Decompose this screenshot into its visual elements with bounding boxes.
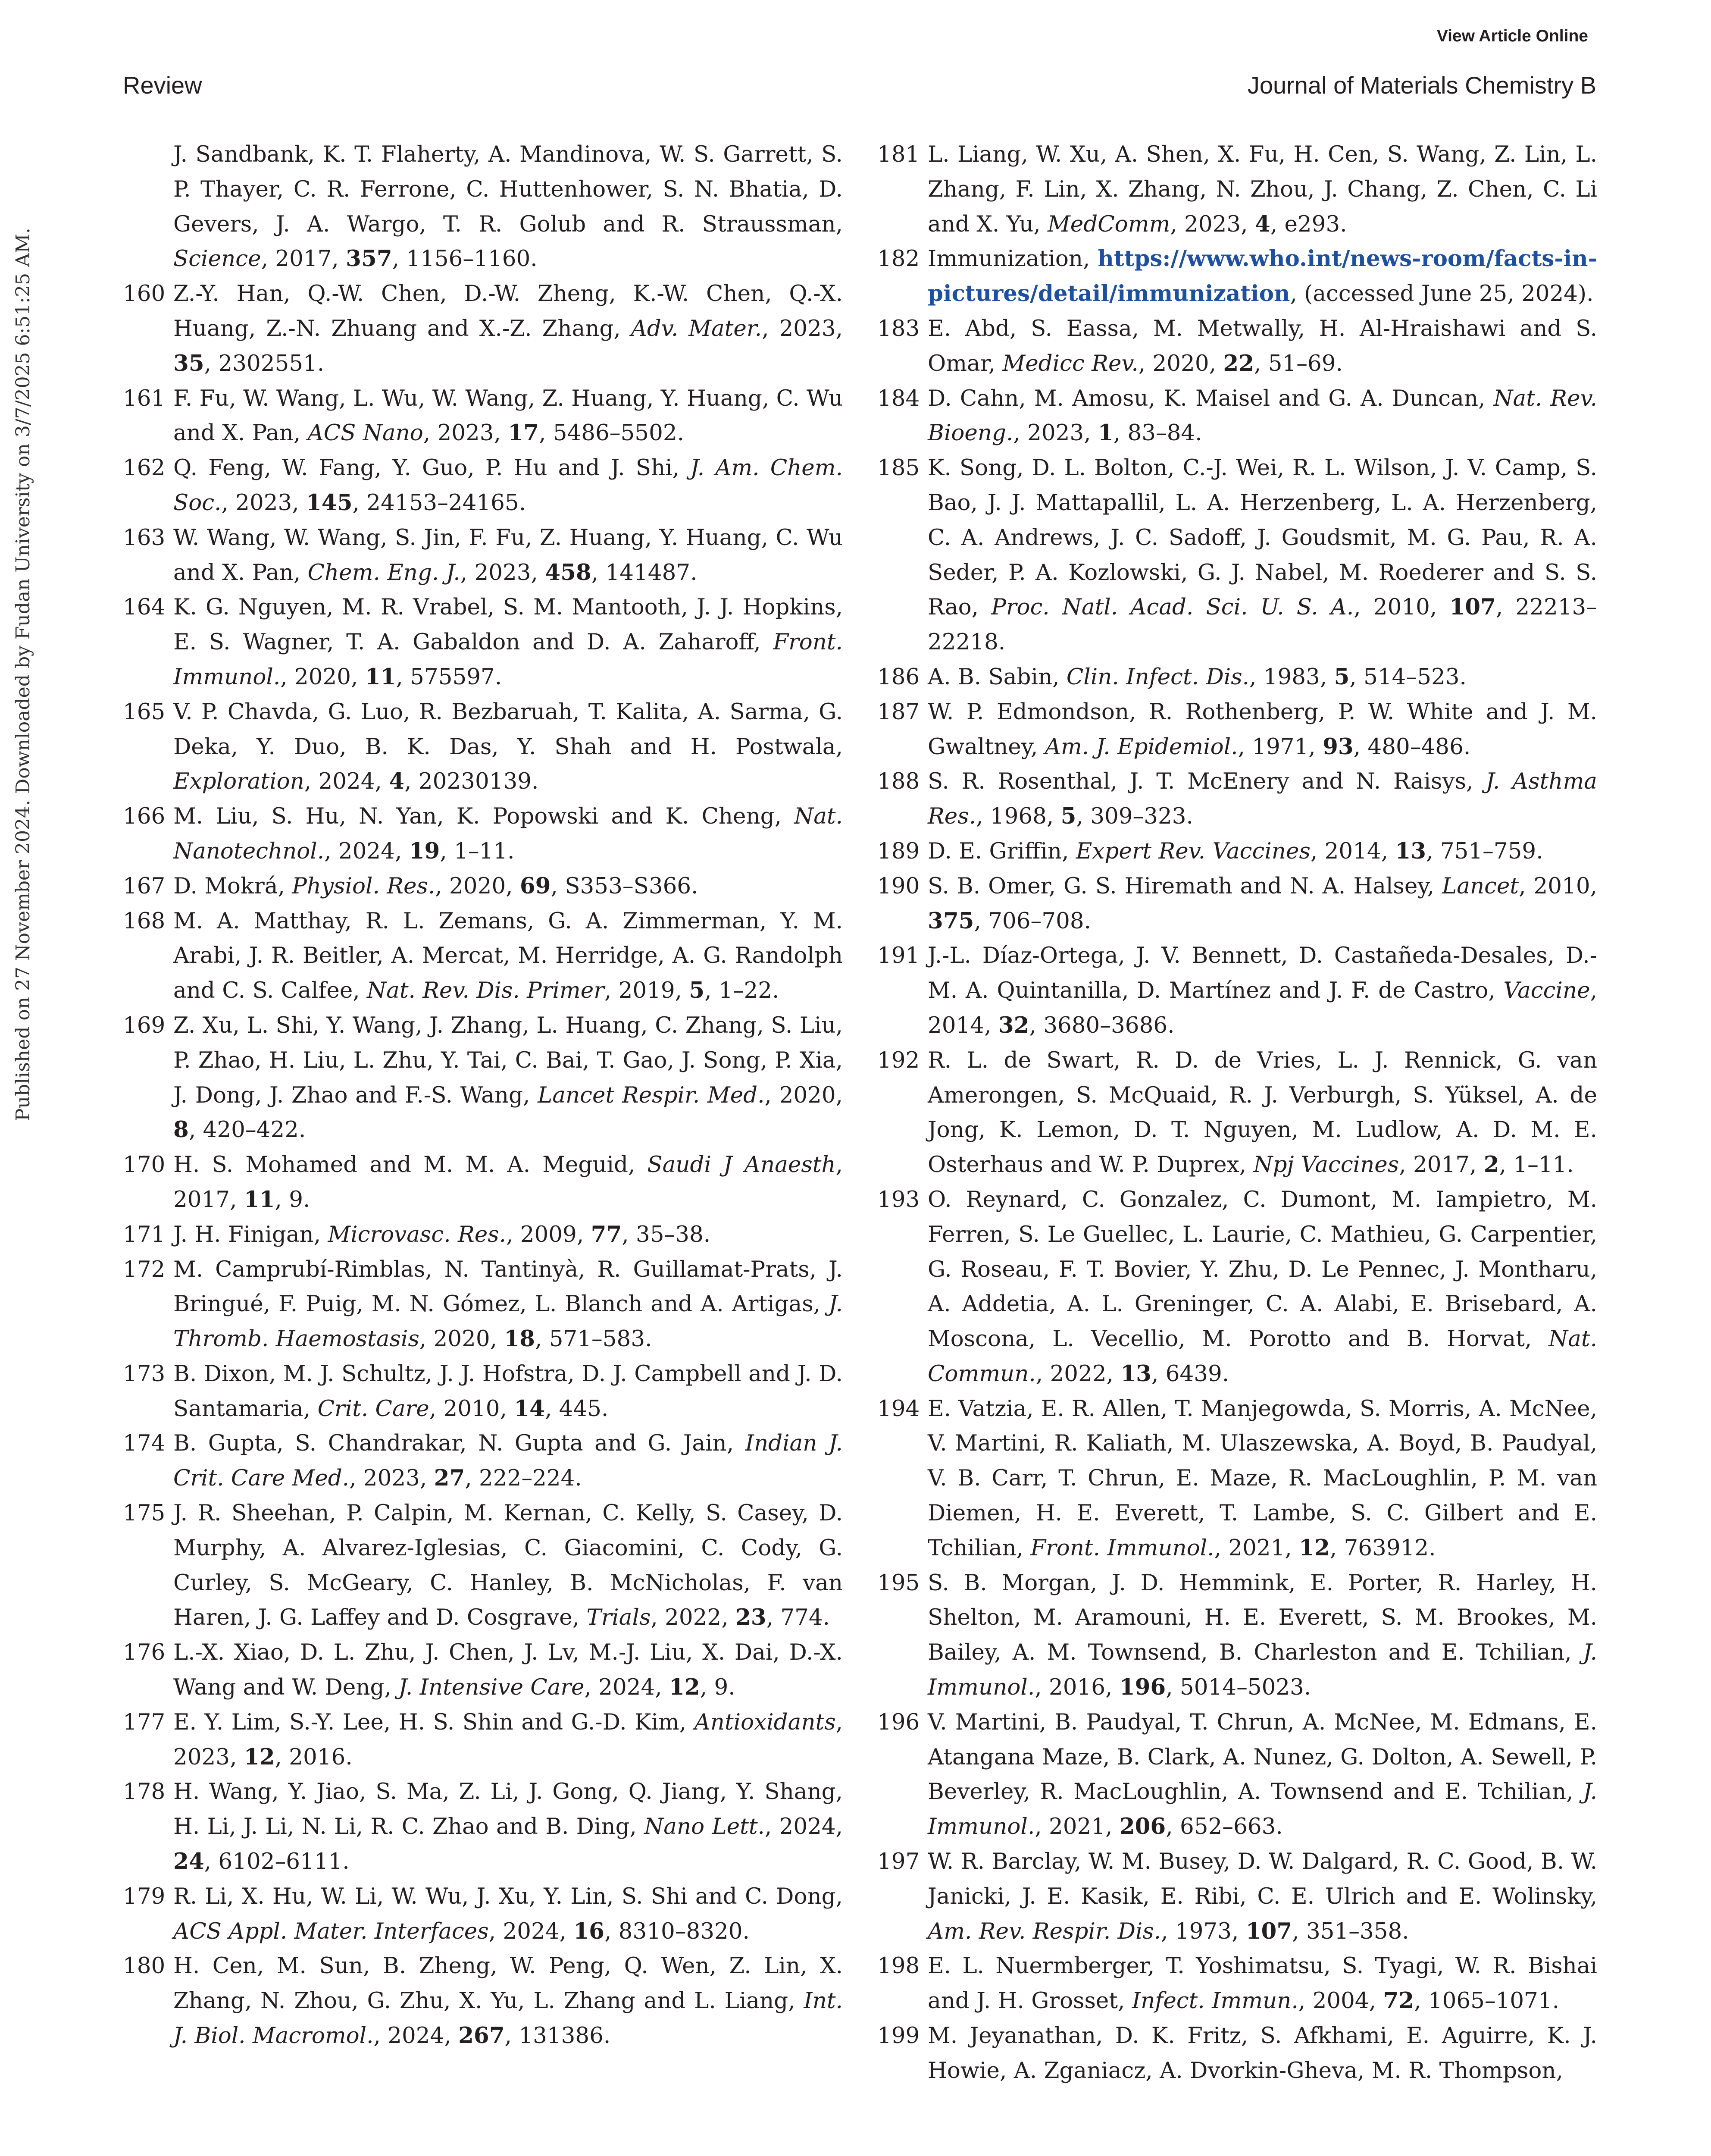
reference-text: F. Fu, W. Wang, L. Wu, W. Wang, Z. Huang, Y. Huang, C. Wu and X. Pan, ACS Nano, 2023, 17, 5486–5502. — [173, 385, 843, 446]
reference-number: 184 — [877, 385, 920, 411]
reference-item — [877, 764, 1597, 834]
reference-number: 185 — [877, 455, 920, 481]
reference-number: 188 — [877, 768, 920, 795]
reference-text: M. Liu, S. Hu, N. Yan, K. Popowski and K. Cheng, Nat. Nanotechnol., 2024, 19, 1–11. — [173, 803, 843, 864]
reference-text: W. P. Edmondson, R. Rothenberg, P. W. White and J. M. Gwaltney, Am. J. Epidemiol., 1971, 93, 480–486. — [928, 699, 1597, 760]
reference-number: 190 — [877, 873, 920, 899]
reference-item — [877, 660, 1597, 695]
reference-link[interactable]: https://www.who.int/news-room/facts-in-pictures/detail/immunization — [928, 246, 1597, 307]
reference-item — [123, 1426, 843, 1496]
reference-text: A. B. Sabin, Clin. Infect. Dis., 1983, 5, 514–523. — [928, 664, 1467, 690]
reference-text: R. L. de Swart, R. D. de Vries, L. J. Rennick, G. van Amerongen, S. McQuaid, R. J. Verburgh, S. Yüksel, A. de Jong, K. Lemon, D. T. Nguyen, M. Ludlow, A. D. M. E. Osterhaus and W. P. Duprex, Npj Vaccines, 2017, 2, 1–11. — [928, 1047, 1597, 1178]
reference-text: H. S. Mohamed and M. M. A. Meguid, Saudi J Anaesth, 2017, 11, 9. — [173, 1152, 843, 1213]
reference-text: H. Cen, M. Sun, B. Zheng, W. Peng, Q. Wen, Z. Lin, X. Zhang, N. Zhou, G. Zhu, X. Yu, L. Zhang and L. Liang, Int. J. Biol. Macromol., 2024, 267, 131386. — [173, 1953, 843, 2049]
reference-item — [877, 869, 1597, 939]
reference-column-right — [877, 137, 1597, 2088]
reference-item — [877, 1566, 1597, 1705]
reference-number: 171 — [123, 1221, 166, 1247]
reference-item — [123, 1252, 843, 1357]
reference-item — [123, 1879, 843, 1949]
reference-number: 169 — [123, 1012, 166, 1038]
reference-item — [877, 137, 1597, 241]
reference-number: 166 — [123, 803, 166, 830]
reference-item — [877, 241, 1597, 311]
reference-text: E. Y. Lim, S.-Y. Lee, H. S. Shin and G.-D. Kim, Antioxidants, 2023, 12, 2016. — [173, 1709, 843, 1770]
reference-number: 189 — [877, 838, 920, 864]
reference-number: 179 — [123, 1883, 166, 1909]
reference-text: M. Jeyanathan, D. K. Fritz, S. Afkhami, E. Aguirre, K. J. Howie, A. Zganiacz, A. Dvorkin-Gheva, M. R. Thompson, — [928, 2023, 1597, 2084]
section-label: Review — [123, 72, 202, 99]
reference-item — [123, 1217, 843, 1252]
reference-number: 198 — [877, 1953, 920, 1979]
reference-item — [123, 137, 843, 276]
reference-text: J. Sandbank, K. T. Flaherty, A. Mandinova, W. S. Garrett, S. P. Thayer, C. R. Ferrone, C. Huttenhower, S. N. Bhatia, D. Gevers, J. A. Wargo, T. R. Golub and R. Straussman, Science, 2017, 357, 1156–1160. — [173, 141, 843, 272]
reference-number: 172 — [123, 1256, 166, 1282]
reference-number: 182 — [877, 246, 920, 272]
reference-number: 160 — [123, 281, 166, 307]
reference-text: Q. Feng, W. Fang, Y. Guo, P. Hu and J. Shi, J. Am. Chem. Soc., 2023, 145, 24153–24165. — [173, 455, 843, 516]
reference-item — [877, 1182, 1597, 1391]
reference-number: 177 — [123, 1709, 166, 1735]
reference-text: V. P. Chavda, G. Luo, R. Bezbaruah, T. Kalita, A. Sarma, G. Deka, Y. Duo, B. K. Das, Y. Shah and H. Postwala, Exploration, 2024, 4, 20230139. — [173, 699, 843, 795]
reference-item — [123, 1008, 843, 1147]
reference-item — [877, 2018, 1597, 2088]
reference-item — [877, 834, 1597, 869]
reference-text: B. Gupta, S. Chandrakar, N. Gupta and G. Jain, Indian J. Crit. Care Med., 2023, 27, 222–224. — [173, 1430, 843, 1492]
reference-number: 176 — [123, 1639, 166, 1666]
reference-text: M. A. Matthay, R. L. Zemans, G. A. Zimmerman, Y. M. Arabi, J. R. Beitler, A. Mercat, M. Herridge, A. G. Randolph and C. S. Calfee, Nat. Rev. Dis. Primer, 2019, 5, 1–22. — [173, 908, 843, 1004]
reference-number: 161 — [123, 385, 166, 411]
reference-item — [123, 590, 843, 694]
reference-number: 180 — [123, 1953, 166, 1979]
reference-text: K. Song, D. L. Bolton, C.-J. Wei, R. L. Wilson, J. V. Camp, S. Bao, J. J. Mattapallil, L. A. Herzenberg, L. A. Herzenberg, C. A. Andrews, J. C. Sadoff, J. Goudsmit, M. G. Pau, R. A. Seder, P. A. Kozlowski, G. J. Nabel, M. Roederer and S. S. Rao, Proc. Natl. Acad. Sci. U. S. A., 2010, 107, 22213–22218. — [928, 455, 1597, 655]
reference-number: 165 — [123, 699, 166, 725]
reference-text: W. Wang, W. Wang, S. Jin, F. Fu, Z. Huang, Y. Huang, C. Wu and X. Pan, Chem. Eng. J., 2023, 458, 141487. — [173, 524, 843, 586]
reference-text: L. Liang, W. Xu, A. Shen, X. Fu, H. Cen, S. Wang, Z. Lin, L. Zhang, F. Lin, X. Zhang, N. Zhou, J. Chang, Z. Chen, C. Li and X. Yu, MedComm, 2023, 4, e293. — [928, 141, 1597, 237]
reference-number: 187 — [877, 699, 920, 725]
reference-text: H. Wang, Y. Jiao, S. Ma, Z. Li, J. Gong, Q. Jiang, Y. Shang, H. Li, J. Li, N. Li, R. C. Zhao and B. Ding, Nano Lett., 2024, 24, 6102–6111. — [173, 1779, 843, 1875]
reference-text: V. Martini, B. Paudyal, T. Chrun, A. McNee, M. Edmans, E. Atangana Maze, B. Clark, A. Nunez, G. Dolton, A. Sewell, P. Beverley, R. MacLoughlin, A. Townsend and E. Tchilian, J. Immunol., 2021, 206, 652–663. — [928, 1709, 1597, 1840]
reference-number: 186 — [877, 664, 920, 690]
reference-number: 173 — [123, 1360, 166, 1387]
reference-item — [123, 276, 843, 381]
reference-number: 196 — [877, 1709, 920, 1735]
reference-item — [877, 451, 1597, 660]
reference-number: 175 — [123, 1500, 166, 1526]
publication-watermark: Published on 27 November 2024. Downloaded by Fudan University on 3/7/2025 6:51:25 AM. — [12, 228, 34, 1121]
reference-text: S. R. Rosenthal, J. T. McEnery and N. Raisys, J. Asthma Res., 1968, 5, 309–323. — [928, 768, 1597, 830]
reference-text: E. Abd, S. Eassa, M. Metwally, H. Al-Hraishawi and S. Omar, Medicc Rev., 2020, 22, 51–69. — [928, 315, 1597, 376]
reference-number: 174 — [123, 1430, 166, 1457]
reference-text: S. B. Omer, G. S. Hiremath and N. A. Halsey, Lancet, 2010, 375, 706–708. — [928, 873, 1597, 934]
reference-number: 163 — [123, 524, 166, 551]
reference-number: 194 — [877, 1395, 920, 1422]
reference-item — [877, 1705, 1597, 1844]
reference-text: D. Mokrá, Physiol. Res., 2020, 69, S353–S366. — [173, 873, 698, 899]
reference-item — [877, 311, 1597, 381]
reference-number: 181 — [877, 141, 920, 167]
reference-text: L.-X. Xiao, D. L. Zhu, J. Chen, J. Lv, M.-J. Liu, X. Dai, D.-X. Wang and W. Deng, J. Intensive Care, 2024, 12, 9. — [173, 1639, 843, 1701]
reference-item — [123, 869, 843, 904]
reference-number: 192 — [877, 1047, 920, 1073]
reference-text: E. L. Nuermberger, T. Yoshimatsu, S. Tyagi, W. R. Bishai and J. H. Grosset, Infect. Immun., 2004, 72, 1065–1071. — [928, 1953, 1597, 2014]
reference-text: O. Reynard, C. Gonzalez, C. Dumont, M. Iampietro, M. Ferren, S. Le Guellec, L. Laurie, C. Mathieu, G. Carpentier, G. Roseau, F. T. Bovier, Y. Zhu, D. Le Pennec, J. Montharu, A. Addetia, A. L. Greninger, C. A. Alabi, E. Brisebard, A. Moscona, L. Vecellio, M. Porotto and B. Horvat, Nat. Commun., 2022, 13, 6439. — [928, 1186, 1597, 1387]
reference-item — [123, 520, 843, 590]
reference-number: 195 — [877, 1570, 920, 1596]
reference-number: 199 — [877, 2023, 920, 2049]
reference-item — [877, 938, 1597, 1043]
journal-title: Journal of Materials Chemistry B — [1247, 72, 1596, 99]
reference-number: 191 — [877, 943, 920, 969]
reference-text: E. Vatzia, E. R. Allen, T. Manjegowda, S. Morris, A. McNee, V. Martini, R. Kaliath, M. Ulaszewska, A. Boyd, B. Paudyal, V. B. Carr, T. Chrun, E. Maze, R. MacLoughlin, P. M. van Diemen, H. E. Everett, T. Lambe, S. C. Gilbert and E. Tchilian, Front. Immunol., 2021, 12, 763912. — [928, 1395, 1597, 1561]
reference-item — [123, 1147, 843, 1217]
reference-item — [123, 1357, 843, 1426]
reference-text: W. R. Barclay, W. M. Busey, D. W. Dalgard, R. C. Good, B. W. Janicki, J. E. Kasik, E. Ribi, C. E. Ulrich and E. Wolinsky, Am. Rev. Respir. Dis., 1973, 107, 351–358. — [928, 1849, 1597, 1944]
reference-item — [123, 1949, 843, 2053]
reference-number: 193 — [877, 1186, 920, 1213]
reference-item — [877, 1844, 1597, 1949]
reference-text: J.-L. Díaz-Ortega, J. V. Bennett, D. Castañeda-Desales, D.-M. A. Quintanilla, D. Martínez and J. F. de Castro, Vaccine, 2014, 32, 3680–3686. — [928, 943, 1597, 1038]
reference-text: K. G. Nguyen, M. R. Vrabel, S. M. Mantooth, J. J. Hopkins, E. S. Wagner, T. A. Gabaldon and D. A. Zaharoff, Front. Immunol., 2020, 11, 575597. — [173, 594, 843, 690]
reference-item — [123, 695, 843, 799]
reference-number: 167 — [123, 873, 166, 899]
reference-item — [877, 1391, 1597, 1566]
reference-item — [123, 1635, 843, 1705]
reference-number: 183 — [877, 315, 920, 342]
reference-item — [877, 1949, 1597, 2018]
reference-item — [877, 695, 1597, 765]
reference-text: Immunization, https://www.who.int/news-room/facts-in-pictures/detail/immunization, (accessed June 25, 2024). — [928, 246, 1597, 307]
view-article-online-link[interactable]: View Article Online — [1436, 27, 1588, 45]
reference-number: 170 — [123, 1152, 166, 1178]
reference-item — [123, 381, 843, 451]
reference-text: J. H. Finigan, Microvasc. Res., 2009, 77, 35–38. — [173, 1221, 711, 1247]
reference-item — [123, 1774, 843, 1879]
reference-number: 197 — [877, 1849, 920, 1875]
reference-item — [123, 1705, 843, 1775]
reference-column-left — [123, 137, 843, 2053]
reference-text: B. Dixon, M. J. Schultz, J. J. Hofstra, D. J. Campbell and J. D. Santamaria, Crit. Care, 2010, 14, 445. — [173, 1360, 843, 1422]
reference-number: 168 — [123, 908, 166, 934]
reference-item — [123, 799, 843, 869]
reference-item — [123, 904, 843, 1008]
reference-item — [877, 381, 1597, 451]
reference-item — [123, 451, 843, 520]
reference-number: 178 — [123, 1779, 166, 1805]
reference-text: D. E. Griffin, Expert Rev. Vaccines, 2014, 13, 751–759. — [928, 838, 1543, 864]
reference-text: M. Camprubí-Rimblas, N. Tantinyà, R. Guillamat-Prats, J. Bringué, F. Puig, M. N. Gómez, L. Blanch and A. Artigas, J. Thromb. Haemostasis, 2020, 18, 571–583. — [173, 1256, 843, 1352]
reference-item — [123, 1496, 843, 1635]
reference-text: R. Li, X. Hu, W. Li, W. Wu, J. Xu, Y. Lin, S. Shi and C. Dong, ACS Appl. Mater. Interfaces, 2024, 16, 8310–8320. — [173, 1883, 843, 1944]
reference-text: D. Cahn, M. Amosu, K. Maisel and G. A. Duncan, Nat. Rev. Bioeng., 2023, 1, 83–84. — [928, 385, 1597, 446]
reference-text: Z.-Y. Han, Q.-W. Chen, D.-W. Zheng, K.-W. Chen, Q.-X. Huang, Z.-N. Zhuang and X.-Z. Zhang, Adv. Mater., 2023, 35, 2302551. — [173, 281, 843, 376]
reference-item — [877, 1043, 1597, 1182]
reference-number: 162 — [123, 455, 166, 481]
reference-text: Z. Xu, L. Shi, Y. Wang, J. Zhang, L. Huang, C. Zhang, S. Liu, P. Zhao, H. Liu, L. Zhu, Y. Tai, C. Bai, T. Gao, J. Song, P. Xia, J. Dong, J. Zhao and F.-S. Wang, Lancet Respir. Med., 2020, 8, 420–422. — [173, 1012, 843, 1143]
reference-number: 164 — [123, 594, 166, 620]
reference-text: J. R. Sheehan, P. Calpin, M. Kernan, C. Kelly, S. Casey, D. Murphy, A. Alvarez-Iglesias, C. Giacomini, C. Cody, G. Curley, S. McGeary, C. Hanley, B. McNicholas, F. van Haren, J. G. Laffey and D. Cosgrave, Trials, 2022, 23, 774. — [173, 1500, 843, 1631]
reference-text: S. B. Morgan, J. D. Hemmink, E. Porter, R. Harley, H. Shelton, M. Aramouni, H. E. Everett, S. M. Brookes, M. Bailey, A. M. Townsend, B. Charleston and E. Tchilian, J. Immunol., 2016, 196, 5014–5023. — [928, 1570, 1597, 1701]
